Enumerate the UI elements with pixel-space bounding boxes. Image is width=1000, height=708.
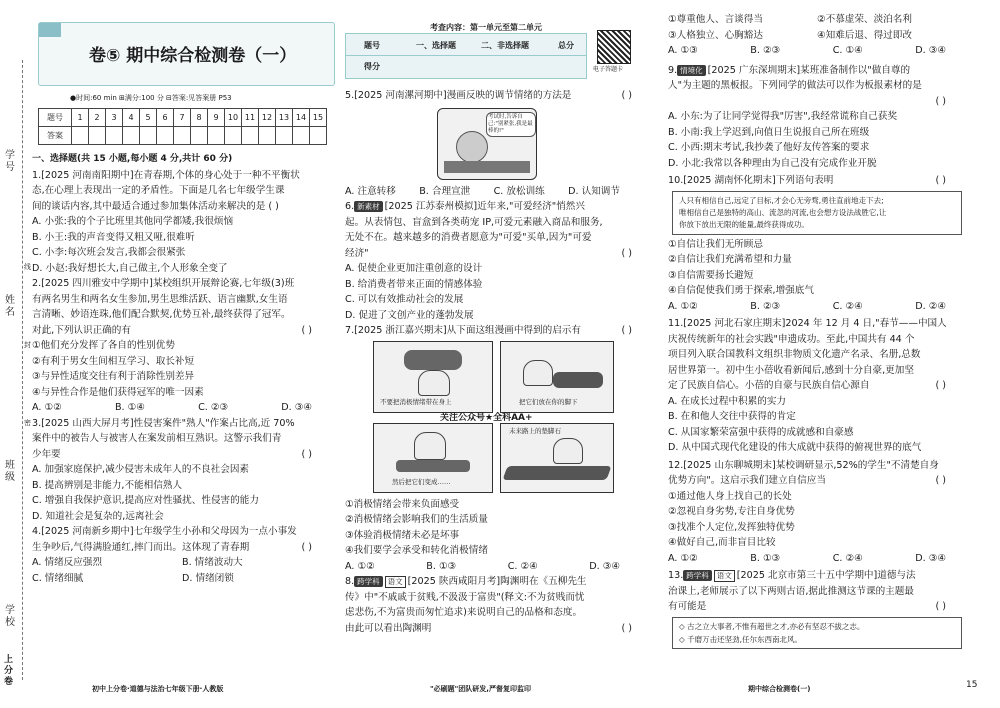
option-c[interactable]: C. 小西:期末考试,我抄袭了他好友传答案的要求 [668,142,870,153]
option-c[interactable]: C. 可以有效推动社会的发展 [345,294,464,305]
statement: ④我们要学会承受和转化消极情绪 [345,545,488,556]
grid-num: 10 [225,109,242,127]
q-text: 5.[2025 河南漯河期中]漫画反映的调节情绪的方法是 [345,90,572,101]
option-d[interactable]: D. 情绪闭锁 [182,572,234,584]
answer-paren[interactable]: ( ) [621,325,632,336]
statement: ④自信促使我们勇于探索,增强底气 [668,285,814,296]
statement: ③找准个人定位,发挥独特优势 [668,521,795,533]
option-d[interactable]: D. 促进了文创产业的蓬勃发展 [345,309,474,321]
grid-num: 2 [89,109,106,127]
answer-paren[interactable]: ( ) [621,622,632,634]
panel-caption: 然后把它们变成…… [392,477,451,486]
answer-cell[interactable] [191,127,208,145]
q-text-line [668,173,966,189]
q-text: 案件中的被告人与被害人在案发前相互熟识。这警示我们青 [32,433,282,444]
section-heading: 一、选择题(共 15 小题,每小题 4 分,共计 60 分) [32,154,233,164]
desk [444,161,530,173]
heart-figure [414,432,446,460]
score-col-choice: 一、选择题 [416,41,456,50]
q-text: 有可能是 [668,601,707,612]
tag-situation: 情境化 [677,65,706,76]
answer-paren[interactable]: ( ) [935,175,946,186]
answer-paren[interactable]: ( ) [935,95,946,107]
option-c[interactable]: C. 从国家繁荣富强中获得的成就感和自豪感 [668,426,854,438]
q-text: 经济" [345,247,369,259]
q-text: [2025 北京市第三十五中学期中]道德与法 [736,570,916,581]
q-text: 言清晰、妙语连珠,他们配合默契,优势互补,最终获得了冠军。 [32,309,291,320]
q-text-line [345,621,640,637]
statement: ④做好自己,而非盲目比较 [668,537,776,548]
grid-num: 4 [123,109,140,127]
statement: ④知难后退、得过即改 [817,29,912,41]
answer-paren[interactable]: ( ) [621,90,632,101]
q-text-line: 6. 新素材 [2025 江苏泰州模拟]近年来,"可爱经济"悄然兴 [345,201,585,212]
option-d[interactable]: D. ③④ [589,560,620,572]
option-a[interactable]: A. 在成长过程中积累的实力 [668,395,787,407]
q-text-line: 13. 跨学科 语文 [2025 北京市第三十五中学期中]道德与法 [668,570,916,581]
option-d[interactable]: D. ③④ [915,45,946,56]
options-row [345,559,640,575]
seal-line-mark: 线 [24,263,31,271]
score-col-tihao: 题号 [364,41,380,50]
option-c[interactable]: C. 放松训练 [493,185,545,197]
option-d[interactable]: D. ③④ [281,402,312,413]
title-tab [39,23,61,37]
question-2 [32,276,332,416]
footer-mid: "必刷题"团队研发,严督复印监印 [430,685,531,693]
comic-panel-1 [373,341,493,413]
question-9 [668,63,966,172]
seal-line-mark: 密 [24,419,31,427]
q-text-line [32,199,332,215]
option-b[interactable]: B. 合理宣泄 [419,185,471,197]
option-a[interactable]: A. 促使企业更加注重创意的设计 [345,263,483,274]
answer-cell[interactable] [106,127,123,145]
exam-meta: ●时间:60 min ⊞满分:100 分 ⊟答案:见答案册 P53 [70,94,232,102]
question-3 [32,416,332,525]
page-number: 15 [966,680,978,690]
right-column [668,12,966,651]
grid-num: 11 [242,109,259,127]
statement: ②消极情绪会影响我们的生活质量 [345,514,488,525]
q-text-line [668,473,966,489]
grid-num: 6 [157,109,174,127]
qr-code[interactable] [597,30,631,64]
q-text: 起。从表情包、盲盒到各类萌宠 IP,可爱元素融入商品和服务, [345,216,603,228]
q-text: 10.[2025 湖南怀化期末]下列语句表明 [668,175,834,186]
statement: ①消极情绪会带来负面感受 [345,498,460,510]
q-text: 由此可以看出陶渊明 [345,622,432,634]
q-text: 少年要 [32,448,61,460]
stone-path [502,466,611,480]
q-text-line: 9. 情境化 [2025 广东深圳期末]某班准备制作以"做自尊的 [668,64,911,76]
quote-text: 你放下放出无限的能量,最终获得成功。 [679,219,809,229]
tag-chinese: 语文 [714,570,735,582]
options-row [668,43,966,59]
quote-box [672,617,962,649]
grid-num: 7 [174,109,191,127]
option-a[interactable]: A. 注意转移 [345,185,396,197]
option-c[interactable]: C. 小李:每次班会发言,我都会很紧张 [32,247,186,258]
q-text: 有两名男生和两名女生参加,男生思维活跃、语言幽默,女生语 [32,293,288,305]
q-text: 项目列入联合国教科文组织非物质文化遗产名录、名册,总数 [668,349,921,360]
speech-bubble: 考试时,告诉自己:"别紧张,我是最棒的!" [486,112,536,137]
statement: ①尊重他人、言谈得当 [668,14,763,25]
answer-cell[interactable] [208,127,225,145]
q-text: 人"为主题的黑板报。下列同学的做法可以作为板报素材的是 [668,80,922,91]
option-d[interactable]: D. 知道社会是复杂的,远离社会 [32,510,164,522]
answer-cell[interactable] [310,127,327,145]
answer-cell[interactable] [174,127,191,145]
q-text-line [668,378,966,394]
footer-left: 初中上分卷·道德与法治七年级下册·人教版 [92,685,224,693]
grid-num: 3 [106,109,123,127]
panel-caption: 把它们放在你的脚下 [519,397,578,406]
statement: ③人格独立、心胸豁达 [668,29,763,41]
grid-label-daan: 答案 [39,127,72,145]
statement: ①通过他人身上找自己的长处 [668,490,792,502]
option-b[interactable]: B. 提高辨别是非能力,不能相信熟人 [32,479,183,491]
option-c[interactable]: C. ②④ [507,560,538,572]
option-b[interactable]: B. 小南:我上学迟到,向值日生说报自己所在班级 [668,126,870,138]
statement: ③自信需要扬长避短 [668,269,754,281]
q-text-line: 8. 跨学科 语文 [2025 陕西咸阳月考]陶渊明在《五柳先生 [345,576,587,587]
option-d[interactable]: D. 认知调节 [568,185,620,197]
q-text: 态,在心理上表现出一定的矛盾性。下面是几名七年级学生课 [32,185,285,196]
option-d[interactable]: D. 小北:我常以各种理由为自己没有完成作业开脱 [668,157,877,169]
question-13 [668,568,966,649]
quote-text: ◇ 千磨万击还坚劲,任尔东西南北风。 [679,634,803,644]
option-c[interactable]: C. ①④ [832,45,863,56]
option-a[interactable]: A. 情绪反应强烈 [32,557,103,568]
option-c[interactable]: C. ②④ [832,300,863,312]
q-text-line [668,599,966,615]
option-b[interactable]: B. ②③ [750,45,781,56]
q-text: 12.[2025 山东聊城期末]某校调研显示,52%的学生"不清楚自身 [668,459,939,471]
rock-burden [404,350,462,370]
seal-line-mark: 封 [24,341,31,349]
grid-num: 5 [140,109,157,127]
comic-panel-3 [373,423,493,493]
statements-row [668,12,966,28]
scope-line: 考查内容：第一单元至第二单元 [430,23,542,32]
answer-paren[interactable]: ( ) [301,541,312,553]
option-b[interactable]: B. ①④ [114,402,145,413]
question-11 [668,316,966,456]
question-10 [668,173,966,314]
panel-caption: 未来路上的垫脚石 [509,426,561,435]
score-row-defen: 得分 [364,62,380,71]
answer-paren[interactable]: ( ) [935,475,946,486]
option-b[interactable]: B. 给消费者带来正面的情感体验 [345,278,483,290]
q-text-line [32,447,332,463]
left-column [32,152,332,586]
binding-margin [0,0,30,708]
answer-paren[interactable]: ( ) [301,448,312,460]
answer-cell[interactable] [293,127,310,145]
option-b[interactable]: B. 在和他人交往中获得的肯定 [668,411,796,422]
question-8-options [668,12,966,59]
answer-cell[interactable] [242,127,259,145]
rock-pile [553,372,603,388]
options-row [668,299,966,315]
answer-paren[interactable]: ( ) [935,380,946,391]
q7-comic-strip [345,341,640,493]
grid-num: 15 [310,109,327,127]
q-text-line [32,323,332,339]
q5-comic [345,106,640,182]
q-text: 治课上,老师展示了以下两则古语,据此推测这节课的主题最 [668,585,914,597]
options-row [345,184,640,200]
answer-paren-line [668,94,966,110]
answer-cell[interactable] [140,127,157,145]
statements-row [668,28,966,44]
option-a[interactable]: A. 小张:我的个子比班里其他同学都矮,我很烦恼 [32,216,234,227]
panel-caption: 不要把消极情绪带在身上 [380,397,452,406]
comic-panel-4 [500,423,614,493]
stepping-stones [396,460,470,472]
heart-figure [523,360,553,386]
q-text: [2025 陕西咸阳月考]陶渊明在《五柳先生 [407,576,587,587]
qr-caption: 电子答题卡 [593,66,624,73]
question-6 [345,199,640,323]
middle-column [345,88,640,636]
statement: ②有利于男女生间相互学习、取长补短 [32,355,195,367]
score-divider [346,55,586,56]
q-text: 11.[2025 河北石家庄期末]2024 年 12 月 4 日,"春节——中国人 [668,318,947,329]
options-row [668,551,966,567]
option-b[interactable]: B. 情绪波动大 [182,557,243,568]
q-text: 1.[2025 河南南阳期中]在青春期,个体的身心处于一种不平衡状 [32,169,300,181]
heart-figure [553,438,583,464]
answer-cell[interactable] [225,127,242,145]
grid-num: 12 [259,109,276,127]
option-c[interactable]: C. ②④ [832,552,863,564]
q-text: 生争吵后,气得满脸通红,摔门而出。这体现了青春期 [32,541,250,553]
q-text: 3.[2025 山西大屏月考]性侵害案件"熟人"作案占比高,近 70% [32,417,295,429]
tag-new-material: 新素材 [354,201,383,212]
brand-vertical: 上分卷 [4,655,14,687]
statement: ①自信让我们无所顾忌 [668,238,763,250]
answer-paren[interactable]: ( ) [301,324,312,336]
quote-text: 人只有相信自己,远定了目标,才会心无旁骛,勇往直前地走下去; [679,195,884,205]
option-c[interactable]: C. 情绪细腻 [32,572,84,584]
statement: ③体验消极情绪未必是坏事 [345,529,460,541]
heart-figure [418,370,450,396]
q-text-line [345,88,640,104]
q-text-line [32,540,332,556]
field-xuexiao: 学校 [5,605,15,628]
score-table [345,33,587,79]
question-12 [668,458,966,567]
quote-text: 唯相信自己是独特的高山、流忽的河流,也会想方设法战胜它,让 [679,207,887,217]
option-c[interactable]: C. ②③ [198,402,229,413]
option-b[interactable]: B. ①③ [426,560,457,572]
tag-cross-subject: 跨学科 [354,576,383,587]
option-c[interactable]: C. 增强自我保护意识,提高应对性骚扰、性侵害的能力 [32,495,259,506]
answer-cell[interactable] [157,127,174,145]
option-a[interactable]: A. ①② [345,560,375,572]
q-text: 7.[2025 浙江嘉兴期末]从下面这组漫画中得到的启示有 [345,325,581,336]
grid-num: 14 [293,109,310,127]
option-a[interactable]: A. ①② [668,300,698,312]
q-text: 间的谈话内容,其中最适合通过参加集体活动来解决的是 [32,200,266,212]
q-text: 虑悲伤,不为富贵而匆忙追求)来说明自己的品格和态度。 [345,607,583,618]
statement: ③与异性适度交往有利于消除性别差异 [32,371,195,382]
options-row [32,571,332,587]
comic-panel-2 [500,341,614,413]
grid-num: 8 [191,109,208,127]
question-1 [32,168,332,277]
options-row [32,555,332,571]
grid-num: 9 [208,109,225,127]
option-a[interactable]: A. ①③ [668,45,698,56]
answer-cell[interactable] [89,127,106,145]
tag-chinese: 语文 [385,576,406,588]
statement: ②自信让我们充满希望和力量 [668,254,792,265]
q-text: 优势方向"。这启示我们建立自信应当 [668,475,826,486]
question-4 [32,524,332,586]
answer-cell[interactable] [72,127,89,145]
q-text: 无处不在。越来越多的消费者愿意为"可爱"买单,因为"可爱 [345,232,592,243]
q-text: 庆祝传统新年的社会实践"申遗成功。至此,中国共有 44 个 [668,333,915,345]
answer-cell[interactable] [123,127,140,145]
options-row [32,400,332,416]
option-d[interactable]: D. 从中国式现代化建设的伟大成就中获得的俯视世界的底气 [668,442,922,453]
option-b[interactable]: B. 小王:我的声音变得又粗又哑,很难听 [32,231,195,243]
option-a[interactable]: A. ①② [32,402,62,413]
q-text: 4.[2025 河南新乡期中]七年级学生小孙和父母因为一点小事发 [32,526,297,537]
answer-cell[interactable] [276,127,293,145]
q-text: 2.[2025 四川雅安中学期中]某校组织开展辩论赛,七年级(3)班 [32,278,295,289]
grid-num: 1 [72,109,89,127]
quote-box [672,191,962,235]
field-banji: 班级 [5,460,15,483]
statement: ②忽视自身劣势,专注自身优势 [668,506,795,517]
option-d[interactable]: D. ③④ [915,552,946,564]
question-5 [345,88,640,199]
footer-right: 期中综合检测卷(一) [748,685,811,693]
option-a[interactable]: A. ①② [668,552,698,564]
statement: ①他们充分发挥了各自的性别优势 [32,340,175,351]
q-text-line [345,246,640,262]
student-figure [456,131,488,163]
answer-grid [38,108,327,145]
statement: ②不慕虚荣、淡泊名利 [817,14,912,25]
answer-paren[interactable]: ( ) [621,247,632,259]
field-xuehao: 学号 [5,150,15,173]
option-a[interactable]: A. 小东:为了让同学觉得我"厉害",我经常谎称自己获奖 [668,111,898,122]
question-7 [345,323,640,574]
q-text: [2025 江苏泰州模拟]近年来,"可爱经济"悄然兴 [384,201,585,212]
statement: ④与异性合作是他们获得冠军的唯一因素 [32,386,204,398]
title-banner [38,22,335,86]
field-xingming: 姓名 [5,295,15,318]
quote-text: ◇ 古之立大事者,不惟有超世之才,亦必有坚忍不拔之志。 [679,621,865,631]
option-b[interactable]: B. ②③ [750,300,781,312]
exam-title: 卷⑤ 期中综合检测卷（一） [89,46,297,66]
score-col-total: 总分 [558,41,574,50]
answer-paren[interactable]: ( ) [268,200,279,212]
question-8 [345,574,640,636]
comic-panel [437,108,537,180]
option-a[interactable]: A. 加强家庭保护,减少侵害未成年人的不良社会因素 [32,464,250,475]
score-col-nonchoice: 二、非选择题 [481,41,529,50]
answer-cell[interactable] [259,127,276,145]
dashed-line [22,60,23,680]
q-text: 定了民族自信心。小蓓的自豪与民族自信心源自 [668,380,870,391]
answer-paren[interactable]: ( ) [935,601,946,612]
option-b[interactable]: B. ①③ [750,552,781,564]
q-text: 传》中"不戚戚于贫贱,不汲汲于富贵"(释文:不为贫贱而忧 [345,591,585,603]
q-text: [2025 广东深圳期末]某班准备制作以"做自尊的 [707,64,911,76]
grid-label-tihao: 题号 [39,109,72,127]
tag-cross-subject: 跨学科 [683,570,712,581]
q-text: 居世界第一。初中生小蓓收看新闻后,感到十分自豪,更加坚 [668,364,914,376]
option-d[interactable]: D. 小赵:我好想长大,自己做主,个人形象全变了 [32,262,228,274]
q-text: 对此,下列认识正确的有 [32,324,131,336]
option-d[interactable]: D. ②④ [915,300,946,312]
q-text-line [345,323,640,339]
grid-num: 13 [276,109,293,127]
watermark: 关注公众号★全科AA+ [440,412,533,423]
